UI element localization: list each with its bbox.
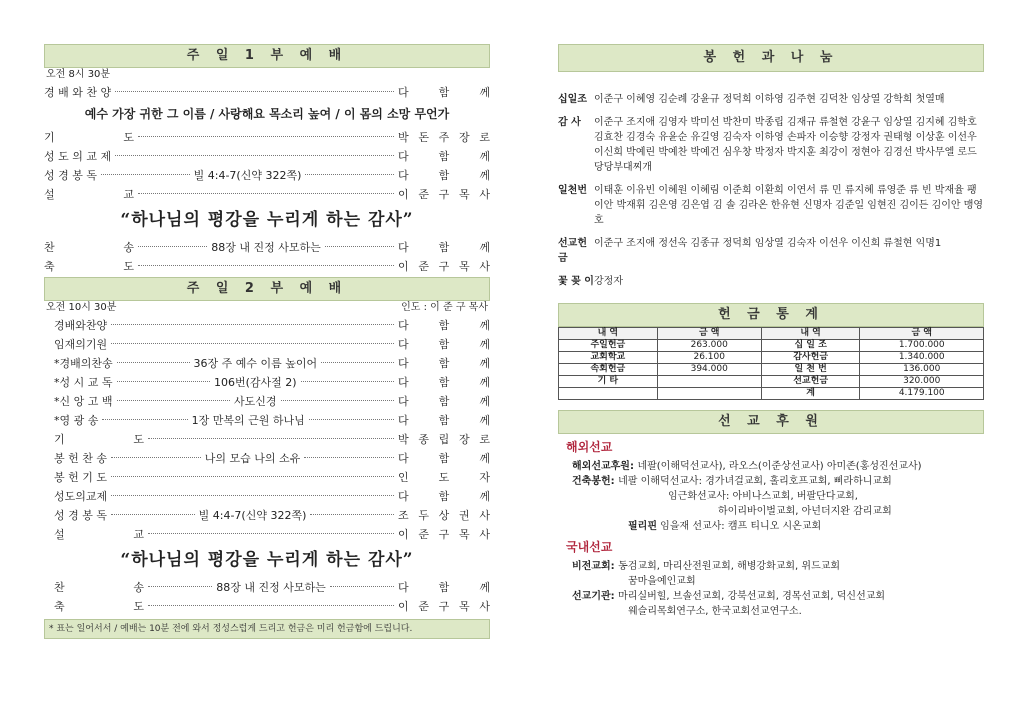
who-char: 목: [458, 527, 470, 541]
order-who: [398, 129, 490, 145]
stats-row: [559, 340, 984, 352]
order-detail: 36장 주 예수 이름 높이어: [193, 356, 318, 370]
stats-amount: 320.000: [860, 376, 984, 388]
who-char: 도: [438, 470, 450, 484]
leader-dots: [111, 514, 195, 515]
stats-item: 감사헌금: [761, 352, 860, 364]
offering-names: 이태훈 이유빈 이혜원 이혜림 이준희 이환희 이연서 류 민 류지혜 류영준 류 빈 박재율 팽이안 박재휘 김은영 김은엽 김 솔 김라온 한유현 신명자 김준일 임현진 김이든 김이안 맹영호: [594, 185, 984, 226]
who-char: 다: [398, 149, 409, 163]
order-detail: 106번(감사절 2): [213, 375, 297, 389]
leader-dots: [138, 193, 394, 194]
order-label-a: 찬: [44, 240, 55, 254]
stats-header: 금 액: [657, 328, 761, 340]
order-row: [44, 165, 490, 184]
who-char: 조: [398, 508, 409, 522]
offering-key: 감 사: [558, 117, 581, 128]
who-char: 다: [398, 85, 409, 99]
order-row: [54, 524, 490, 543]
order-row: [54, 334, 490, 353]
order-label-b: 도: [123, 259, 134, 273]
order-who: [398, 239, 490, 255]
leader-dots: [138, 136, 394, 137]
who-char: 함: [438, 240, 450, 254]
stats-amount: 136.000: [860, 364, 984, 376]
stats-amount: 26.100: [657, 352, 761, 364]
order-label-a: 기: [54, 432, 65, 446]
overseas-cont2: 하이리바이벌교회, 아넌더지완 감리교회: [718, 506, 892, 517]
who-char: 준: [418, 527, 429, 541]
domestic-key: 선교기관:: [572, 591, 619, 602]
order-row: [44, 256, 490, 275]
leader-dots: [148, 533, 394, 534]
offering-names: 이준구 조지애 정선옥 김종규 정덕희 임상열 김숙자 이선우 이신희 류철현 익명1: [594, 238, 942, 249]
who-char: 박: [398, 432, 409, 446]
offering-key: 선교헌금: [558, 238, 587, 264]
who-char: 이: [398, 599, 409, 613]
mission-section: [558, 440, 984, 619]
order-label: 경 배 와 찬 양: [44, 85, 112, 99]
order-who: [398, 167, 490, 183]
who-char: 이: [398, 527, 409, 541]
order-who: [398, 526, 490, 542]
order-label: 봉 헌 기 도: [54, 470, 107, 484]
domestic-cont: 꿈마을예인교회: [628, 576, 696, 587]
overseas-list: [572, 459, 984, 489]
order-row: [54, 410, 490, 429]
order-label-a: 설: [44, 187, 55, 201]
who-char: 립: [438, 432, 450, 446]
offering-group: [558, 274, 984, 289]
order-label: [54, 579, 144, 595]
overseas-philippines: 필리핀 임을재 선교사: 캠프 티니오 시온교회: [628, 521, 822, 532]
service1-time: 오전 8시 30분: [46, 69, 111, 80]
stats-item: 교회학교: [559, 352, 658, 364]
order-who: [398, 148, 490, 164]
order-label-a: 찬: [54, 580, 65, 594]
order-label: *신 앙 고 백: [54, 394, 113, 408]
who-char: 로: [479, 130, 490, 144]
stats-row: [559, 352, 984, 364]
who-char: 함: [438, 168, 450, 182]
domestic-key: 비전교회:: [572, 561, 619, 572]
who-char: 다: [398, 375, 409, 389]
stats-amount: 4.179.100: [860, 388, 984, 400]
domestic-val: 마리실버힐, 브솔선교회, 강북선교회, 경목선교회, 덕신선교회: [618, 591, 886, 602]
order-row: [54, 429, 490, 448]
order-row: [44, 127, 490, 146]
offering-names: 이준구 조지애 김영자 박미선 박찬미 박종립 김재규 류철현 강윤구 임상열 김지혜 김학호 김효찬 김경숙 유윤순 유길영 김숙자 이하영 손파자 이승향 강정자 권태형 이상훈 이선우 이신희 박예린 박예찬 박예건 심우창 박정자 박지훈 최강이 정현아 김경선 박사무엘 로드 당당부대찌개: [594, 117, 977, 173]
who-char: 목: [458, 187, 470, 201]
order-label: 경배와찬양: [54, 318, 108, 332]
stats-row: [559, 364, 984, 376]
order-label-b: 교: [133, 527, 144, 541]
leader-dots: [304, 457, 394, 458]
stats-amount: 1.700.000: [860, 340, 984, 352]
who-char: 다: [398, 580, 409, 594]
who-char: 다: [398, 356, 409, 370]
order-row: [54, 353, 490, 372]
leader-dots: [281, 400, 395, 401]
stats-title: 헌 금 통 계: [558, 303, 984, 327]
stats-item: 선교헌금: [761, 376, 860, 388]
overseas-title: 해외선교: [566, 440, 613, 454]
order-row: [54, 467, 490, 486]
who-char: 준: [418, 599, 429, 613]
order-who: [398, 336, 490, 352]
order-who: [398, 412, 490, 428]
who-char: 사: [479, 599, 490, 613]
leader-dots: [310, 514, 394, 515]
order-who: [398, 579, 490, 595]
who-char: 구: [438, 187, 450, 201]
order-detail: 사도신경: [234, 394, 277, 408]
order-label: [44, 129, 134, 145]
service1-hymns: 예수 가장 귀한 그 이름 / 사랑해요 목소리 높여 / 이 몸의 소망 무언가: [84, 107, 450, 121]
who-char: 구: [438, 599, 450, 613]
stats-item: 속회헌금: [559, 364, 658, 376]
who-char: 께: [479, 356, 490, 370]
order-label: 성 경 봉 독: [44, 168, 97, 182]
order-row: [54, 315, 490, 334]
who-char: 께: [479, 85, 490, 99]
order-label-a: 설: [54, 527, 65, 541]
leader-dots: [321, 362, 394, 363]
overseas-cont1: 임근화선교사: 아비나스교회, 버팔단다교회,: [668, 491, 858, 502]
leader-dots: [148, 438, 394, 439]
order-detail: 88장 내 진정 사모하는: [211, 240, 321, 254]
order-row: [54, 577, 490, 596]
order-who: [398, 431, 490, 447]
stats-item: 주일헌금: [559, 340, 658, 352]
order-label-b: 도: [133, 599, 144, 613]
order-label-b: 교: [123, 187, 134, 201]
who-char: 다: [398, 451, 409, 465]
who-char: 인: [398, 470, 409, 484]
leader-dots: [301, 381, 394, 382]
order-who: [398, 450, 490, 466]
leader-dots: [148, 605, 394, 606]
order-row: [54, 372, 490, 391]
stats-header-row: [559, 328, 984, 340]
order-label-b: 도: [123, 130, 134, 144]
leader-dots: [111, 495, 394, 496]
who-char: 함: [438, 413, 450, 427]
who-char: 자: [479, 470, 490, 484]
order-row: [44, 237, 490, 256]
who-char: 함: [438, 394, 450, 408]
service2-sermon: “하나님의 평강을 누리게 하는 감사”: [120, 550, 414, 570]
order-detail: 1장 만복의 근원 하나님: [191, 413, 305, 427]
overseas-line: [572, 459, 984, 474]
offering-title: 봉 헌 과 나 눔: [558, 44, 984, 72]
who-char: 권: [458, 508, 470, 522]
service1-sermon: “하나님의 평강을 누리게 하는 감사”: [120, 210, 414, 230]
overseas-line: [572, 474, 984, 489]
order-label: [54, 598, 144, 614]
stats-table: [558, 327, 984, 400]
service2-items: [44, 315, 490, 543]
order-detail: 나의 모습 나의 소유: [204, 451, 301, 465]
order-label: *영 광 송: [54, 413, 99, 427]
who-char: 함: [438, 580, 450, 594]
offering-names: 강정자: [594, 276, 623, 287]
order-who: [398, 186, 490, 202]
who-char: 로: [479, 432, 490, 446]
stats-row: [559, 388, 984, 400]
who-char: 께: [479, 168, 490, 182]
order-row: [54, 391, 490, 410]
service2-time: 오전 10시 30분: [46, 302, 117, 313]
who-char: 다: [398, 168, 409, 182]
who-char: 께: [479, 149, 490, 163]
order-who: [398, 258, 490, 274]
order-row: [54, 486, 490, 505]
order-who: [398, 317, 490, 333]
who-char: 장: [458, 432, 470, 446]
order-label-a: 축: [54, 599, 65, 613]
overseas-val: 네팔(이해덕선교사), 라오스(이준상선교사) 아미존(홍성진선교사): [637, 461, 922, 472]
leader-dots: [101, 174, 190, 175]
service2-leader: 인도 : 이 준 구 목사: [401, 302, 488, 313]
who-char: 께: [479, 413, 490, 427]
who-char: 께: [479, 375, 490, 389]
leader-dots: [115, 91, 394, 92]
service1-closing: [44, 237, 490, 275]
stats-amount: 263.000: [657, 340, 761, 352]
who-char: 다: [398, 318, 409, 332]
leader-dots: [111, 324, 394, 325]
who-char: 사: [479, 259, 490, 273]
leader-dots: [309, 419, 394, 420]
leader-dots: [111, 457, 201, 458]
stats-header: 내 역: [761, 328, 860, 340]
order-label-b: 송: [133, 580, 144, 594]
overseas-val: 네팔 이해덕선교사: 경가녀걸교회, 홀리호프교회, 삐라하니교회: [618, 476, 892, 487]
order-row: [44, 146, 490, 165]
who-char: 목: [458, 259, 470, 273]
order-who: [398, 355, 490, 371]
offering-group: [558, 183, 984, 228]
who-char: 함: [438, 489, 450, 503]
who-char: 돈: [418, 130, 429, 144]
who-char: 다: [398, 413, 409, 427]
offering-list: [558, 92, 984, 289]
who-char: 목: [458, 599, 470, 613]
order-who: [398, 507, 490, 523]
who-char: 께: [479, 580, 490, 594]
leader-dots: [148, 586, 212, 587]
order-label: [54, 431, 144, 447]
who-char: 함: [438, 375, 450, 389]
order-label: 임재의기원: [54, 337, 108, 351]
who-char: 함: [438, 356, 450, 370]
stats-item: 기 타: [559, 376, 658, 388]
leader-dots: [117, 362, 190, 363]
service1-items-b: [44, 127, 490, 203]
order-who: [398, 393, 490, 409]
who-char: 함: [438, 337, 450, 351]
domestic-list: [572, 559, 984, 619]
who-char: 함: [438, 451, 450, 465]
leader-dots: [325, 246, 394, 247]
stats-amount: [657, 376, 761, 388]
offering-group: [558, 92, 984, 107]
leader-dots: [111, 343, 394, 344]
order-label: *성 시 교 독: [54, 375, 113, 389]
who-char: 구: [438, 527, 450, 541]
order-row: [54, 505, 490, 524]
service2-title: 주 일 2 부 예 배: [44, 277, 490, 301]
who-char: 사: [479, 187, 490, 201]
stats-amount: [657, 388, 761, 400]
who-char: 다: [398, 489, 409, 503]
who-char: 께: [479, 337, 490, 351]
order-label: 성 도 의 교 제: [44, 149, 112, 163]
leader-dots: [138, 265, 394, 266]
who-char: 박: [398, 130, 409, 144]
stats-amount: 1.340.000: [860, 352, 984, 364]
order-label-b: 도: [133, 432, 144, 446]
order-detail: 빌 4:4-7(신약 322쪽): [198, 508, 307, 522]
order-label: *경배의찬송: [54, 356, 113, 370]
service2-closing: [44, 577, 490, 615]
right-page: [512, 0, 1024, 724]
order-label: 성 경 봉 독: [54, 508, 107, 522]
order-row: [44, 82, 490, 101]
who-char: 사: [479, 527, 490, 541]
stats-row: [559, 376, 984, 388]
stats-item: 십 일 조: [761, 340, 860, 352]
order-row: [54, 596, 490, 615]
who-char: 함: [438, 149, 450, 163]
who-char: 다: [398, 240, 409, 254]
overseas-key: 해외선교후원:: [572, 461, 638, 472]
who-char: 장: [458, 130, 470, 144]
who-char: 이: [398, 187, 409, 201]
domestic-cont: 웨슬리목회연구소, 한국교회선교연구소.: [628, 606, 802, 617]
domestic-line: [572, 589, 984, 604]
domestic-val: 동검교회, 마리산전원교회, 해병강화교회, 위드교회: [618, 561, 841, 572]
stats-item: [559, 388, 658, 400]
order-detail: 빌 4:4-7(신약 322쪽): [193, 168, 302, 182]
mission-title: 선 교 후 원: [558, 410, 984, 434]
offering-key: 꽃 꽂 이: [558, 276, 594, 287]
leader-dots: [117, 381, 210, 382]
order-who: [398, 374, 490, 390]
order-label: 성도의교제: [54, 489, 108, 503]
footer-note: * 표는 일어서서 / 예배는 10분 전에 와서 정성스럽게 드리고 헌금은 미리 헌금함에 드립니다.: [44, 619, 490, 639]
who-char: 다: [398, 337, 409, 351]
leader-dots: [305, 174, 394, 175]
who-char: 께: [479, 489, 490, 503]
order-detail: 88장 내 진정 사모하는: [216, 580, 326, 594]
order-row: [54, 448, 490, 467]
who-char: 두: [418, 508, 429, 522]
stats-header: 내 역: [559, 328, 658, 340]
order-who: [398, 488, 490, 504]
who-char: 사: [479, 508, 490, 522]
stats-item: 계: [761, 388, 860, 400]
who-char: 상: [438, 508, 450, 522]
offering-group: [558, 236, 984, 266]
order-label: [44, 186, 134, 202]
stats-amount: 394.000: [657, 364, 761, 376]
domestic-title: 국내선교: [566, 540, 613, 554]
domestic-line: [572, 559, 984, 574]
leader-dots: [138, 246, 207, 247]
order-label: 봉 헌 찬 송: [54, 451, 107, 465]
order-label-a: 기: [44, 130, 55, 144]
leader-dots: [102, 419, 187, 420]
order-who: [398, 469, 490, 485]
order-who: [398, 598, 490, 614]
offering-group: [558, 115, 984, 175]
order-label: [44, 258, 134, 274]
who-char: 종: [418, 432, 429, 446]
leader-dots: [111, 476, 394, 477]
stats-header: 금 액: [860, 328, 984, 340]
order-label: [44, 239, 134, 255]
who-char: 다: [398, 394, 409, 408]
order-row: [44, 184, 490, 203]
who-char: 준: [418, 187, 429, 201]
service1-items: [44, 82, 490, 101]
who-char: 함: [438, 85, 450, 99]
who-char: 께: [479, 394, 490, 408]
who-char: 주: [438, 130, 450, 144]
stats-item: 일 천 번: [761, 364, 860, 376]
order-label-b: 송: [123, 240, 134, 254]
leader-dots: [117, 400, 231, 401]
who-char: 께: [479, 318, 490, 332]
leader-dots: [330, 586, 394, 587]
service1-title: 주 일 1 부 예 배: [44, 44, 490, 68]
overseas-key: 건축봉헌:: [572, 476, 619, 487]
who-char: 이: [398, 259, 409, 273]
who-char: 께: [479, 451, 490, 465]
order-label-a: 축: [44, 259, 55, 273]
order-who: [398, 84, 490, 100]
who-char: 구: [438, 259, 450, 273]
offering-key: 일천번: [558, 185, 587, 196]
leader-dots: [115, 155, 394, 156]
who-char: 함: [438, 318, 450, 332]
offering-names: 이준구 이혜영 김순례 강윤규 정덕희 이하영 김주현 김덕찬 임상열 강학희 첫열매: [594, 94, 945, 105]
offering-key: 십일조: [558, 94, 587, 105]
order-label: [54, 526, 144, 542]
who-char: 께: [479, 240, 490, 254]
who-char: 준: [418, 259, 429, 273]
